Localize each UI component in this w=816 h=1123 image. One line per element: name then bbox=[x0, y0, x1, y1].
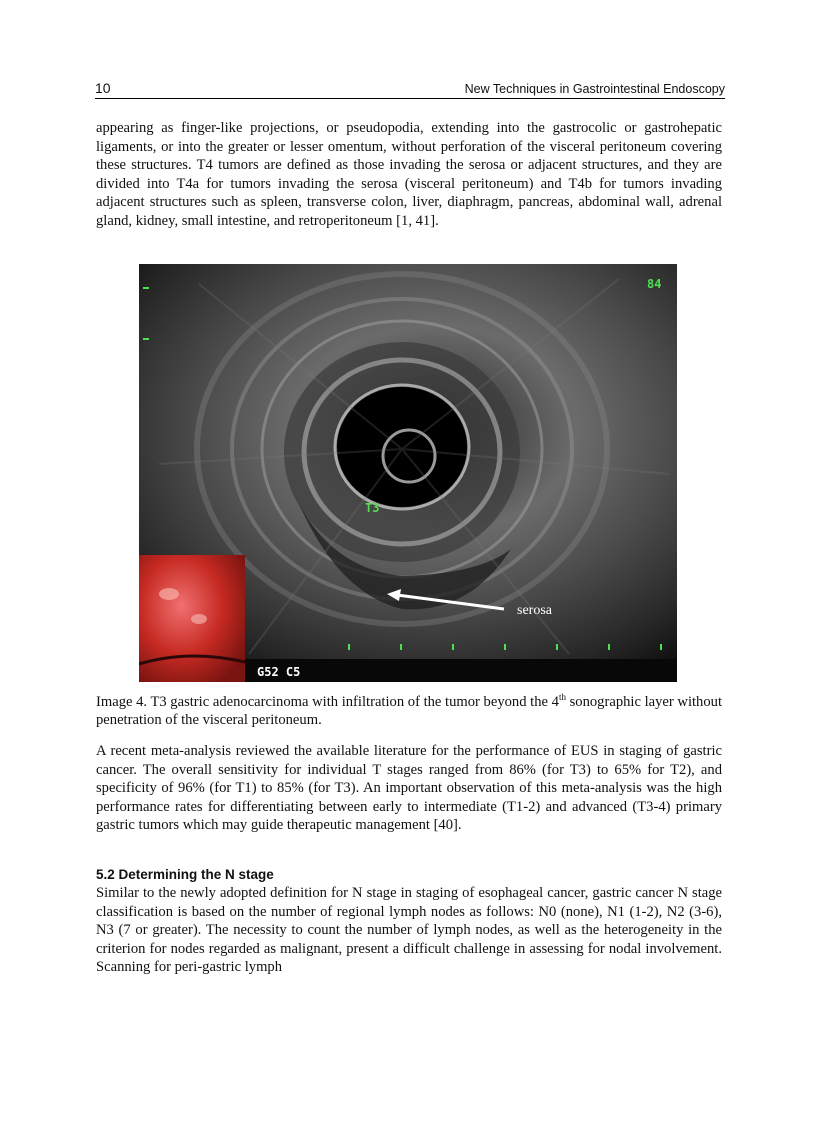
page-header bbox=[95, 80, 725, 99]
figure-caption bbox=[96, 688, 722, 730]
caption-text-before: Image 4. T3 gastric adenocarcinoma with infiltration of the tumor beyond the 4 bbox=[96, 693, 559, 710]
paragraph-t4-definition: appearing as finger-like projections, or pseudopodia, extending into the gastrocolic or gastrohepatic ligaments, or into the greater or lesser omentum, without perforation of the visceral peritoneum covering these structures. T4 tumors are defined as those invading the serosa or adjacent structures, and they are divided into T4a for tumors invading the serosa (visceral peritoneum) and T4b for tumors invading adjacent structures such as spleen, transverse colon, liver, diaphragm, pancreas, abdominal wall, adrenal gland, kidney, small intestine, and retroperitoneum [1, 41]. bbox=[96, 120, 722, 229]
running-title: New Techniques in Gastrointestinal Endoscopy bbox=[464, 82, 725, 96]
page-number: 10 bbox=[95, 80, 111, 96]
endoscopic-inset bbox=[139, 555, 245, 682]
section-heading: 5.2 Determining the N stage bbox=[96, 867, 274, 882]
overlay-top-right: 84 bbox=[647, 277, 662, 291]
serosa-label: serosa bbox=[517, 603, 552, 618]
eus-figure bbox=[139, 264, 677, 682]
caption-superscript: th bbox=[558, 692, 566, 702]
paragraph-meta-analysis: A recent meta-analysis reviewed the available literature for the performance of EUS in staging of gastric cancer. The overall sensitivity for individual T stages ranged from 86% (for T3) to 65% for T2), and specificity of 96% (for T1) to 85% (for T3). An important observation of this meta-analysis was the high performance rates for differentiating between early to intermediate (T1-2) and advanced (T3-4) primary gastric tumors which may guide therapeutic management [40]. bbox=[96, 743, 722, 833]
caption-text-after: sonographic layer without penetration of the visceral peritoneum. bbox=[96, 693, 723, 729]
overlay-tumor-label: T3 bbox=[365, 501, 380, 515]
overlay-bottom: G52 C5 bbox=[257, 665, 301, 679]
paragraph-n-stage: Similar to the newly adopted definition for N stage in staging of esophageal cancer, gastric cancer N stage classification is based on the number of regional lymph nodes as follows: N0 (none), N1 (1-2), N2 (3-6), N3 (7 or greater). The necessity to count the number of lymph nodes, as well as the heterogeneity in the criterion for nodes regarded as malignant, present a difficult challenge in assessing for nodal involvement. Scanning for peri-gastric lymph bbox=[96, 885, 722, 975]
ultrasound-image bbox=[139, 264, 677, 682]
